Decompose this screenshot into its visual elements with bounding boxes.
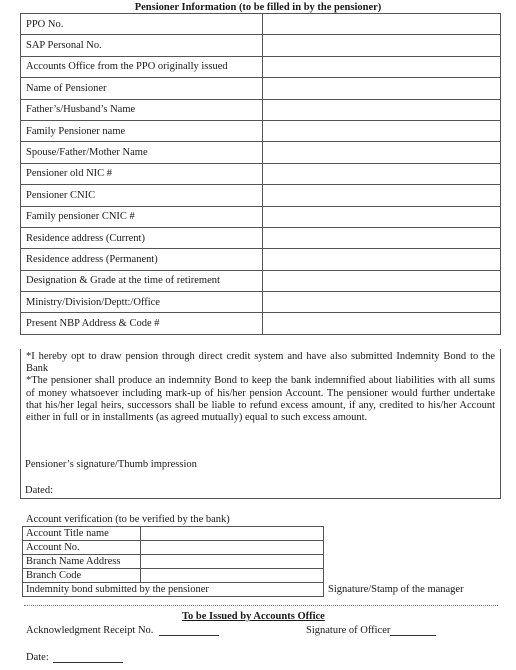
bank-field-label: Branch Name Address	[23, 555, 141, 569]
pensioner-signature-label: Pensioner’s signature/Thumb impression	[25, 459, 197, 470]
form-row	[21, 163, 501, 184]
field-value-cell[interactable]	[263, 163, 501, 184]
field-label: SAP Personal No.	[21, 35, 263, 56]
form-row	[21, 78, 501, 99]
field-label: Present NBP Address & Code #	[21, 313, 263, 334]
bank-field-label: Account Title name	[23, 527, 141, 541]
form-row	[21, 35, 501, 56]
field-value-cell[interactable]	[263, 120, 501, 141]
field-value-cell[interactable]	[263, 56, 501, 77]
form-row	[21, 99, 501, 120]
bank-row	[23, 583, 324, 597]
field-label: Family Pensioner name	[21, 120, 263, 141]
bank-row	[23, 569, 324, 583]
field-value-cell[interactable]	[263, 99, 501, 120]
dated-label: Dated:	[25, 485, 53, 496]
field-label: Spouse/Father/Mother Name	[21, 142, 263, 163]
form-row	[21, 313, 501, 334]
form-row	[21, 249, 501, 270]
form-row	[21, 142, 501, 163]
cut-line-divider	[24, 605, 498, 606]
field-label: Name of Pensioner	[21, 78, 263, 99]
field-value-cell[interactable]	[263, 78, 501, 99]
field-value-cell[interactable]	[263, 142, 501, 163]
field-value-cell[interactable]	[263, 35, 501, 56]
bank-field-label: Indemnity bond submitted by the pensioner	[23, 583, 324, 597]
manager-stamp-label: Signature/Stamp of the manager	[328, 584, 464, 595]
bank-field-value-cell[interactable]	[141, 527, 324, 541]
field-value-cell[interactable]	[263, 227, 501, 248]
form-title: Pensioner Information (to be filled in by the pensioner)	[134, 2, 382, 13]
form-row	[21, 292, 501, 313]
form-row	[21, 56, 501, 77]
bank-field-value-cell[interactable]	[141, 541, 324, 555]
accounts-office-heading: To be Issued by Accounts Office	[182, 611, 325, 622]
field-value-cell[interactable]	[263, 270, 501, 291]
field-value-cell[interactable]	[263, 14, 501, 35]
issue-date-label: Date:	[26, 652, 49, 663]
officer-signature-label: Signature of Officer	[306, 625, 391, 636]
field-label: Designation & Grade at the time of retirement	[21, 270, 263, 291]
ack-receipt-label: Acknowledgment Receipt No.	[26, 625, 154, 636]
field-value-cell[interactable]	[263, 292, 501, 313]
bank-row	[23, 555, 324, 569]
form-row	[21, 120, 501, 141]
field-value-cell[interactable]	[263, 185, 501, 206]
field-label: Pensioner CNIC	[21, 185, 263, 206]
form-row	[21, 227, 501, 248]
form-row	[21, 185, 501, 206]
issue-date	[26, 652, 123, 663]
bank-field-label: Branch Code	[23, 569, 141, 583]
form-row	[21, 14, 501, 35]
issue-date-blank[interactable]	[53, 652, 123, 663]
field-value-cell[interactable]	[263, 249, 501, 270]
field-label: Family pensioner CNIC #	[21, 206, 263, 227]
field-label: Pensioner old NIC #	[21, 163, 263, 184]
bank-field-label: Account No.	[23, 541, 141, 555]
declaration-opt-text: *I hereby opt to draw pension through direct credit system and have also submitted Indemnity Bond to the Bank	[26, 351, 495, 375]
ack-receipt-blank[interactable]	[159, 625, 219, 636]
officer-signature-blank[interactable]	[390, 625, 436, 636]
bank-row	[23, 527, 324, 541]
bank-field-value-cell[interactable]	[141, 555, 324, 569]
acknowledgment-receipt	[26, 625, 219, 636]
pensioner-info-table	[20, 13, 501, 335]
bank-verification-heading: Account verification (to be verified by the bank)	[26, 514, 230, 525]
field-label: Residence address (Permanent)	[21, 249, 263, 270]
field-label: PPO No.	[21, 14, 263, 35]
bank-verification-table	[22, 526, 324, 597]
field-label: Residence address (Current)	[21, 227, 263, 248]
field-label: Father’s/Husband’s Name	[21, 99, 263, 120]
field-value-cell[interactable]	[263, 206, 501, 227]
form-row	[21, 206, 501, 227]
officer-signature	[306, 625, 436, 636]
field-label: Ministry/Division/Deptt:/Office	[21, 292, 263, 313]
bank-row	[23, 541, 324, 555]
declaration-indemnity-text: *The pensioner shall produce an indemnity Bond to keep the bank indemnified about liabilities with all sums of money whatsoever including mark-up of his/her pension Account. The pensioner would further undertake that his/her legal heirs, successors shall be liable to refund excess amount, if any, credited to his/her Account either in full or in installments (as agreed mutually) equal to such excess amount.	[26, 375, 495, 424]
field-value-cell[interactable]	[263, 313, 501, 334]
declaration-box	[20, 349, 501, 499]
form-row	[21, 270, 501, 291]
field-label: Accounts Office from the PPO originally issued	[21, 56, 263, 77]
bank-field-value-cell[interactable]	[141, 569, 324, 583]
